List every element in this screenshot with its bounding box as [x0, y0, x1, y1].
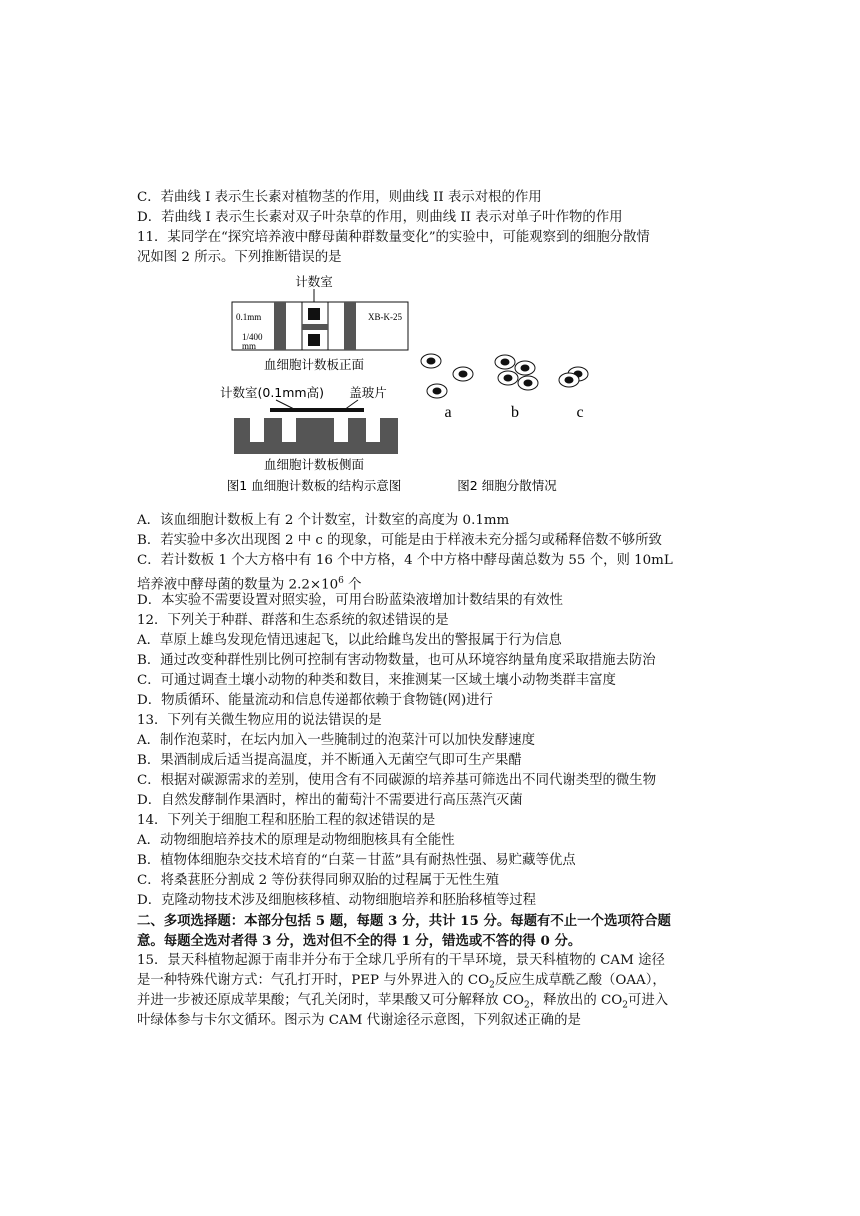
label-c: c: [576, 404, 584, 421]
question-13-stem: 13．下列有关微生物应用的说法错误的是: [137, 713, 382, 728]
option-d-q11: D．本实验不需要设置对照实验，可用台盼蓝染液增加计数结果的有效性: [137, 593, 563, 608]
option-b-q12: B．通过改变种群性别比例可控制有害动物数量，也可从环境容纳量角度采取措施去防治: [137, 653, 656, 668]
label-a: a: [444, 404, 452, 421]
option-a-q11: A．该血细胞计数板上有 2 个计数室，计数室的高度为 0.1mm: [137, 513, 510, 528]
option-a-q13: A．制作泡菜时，在坛内加入一些腌制过的泡菜汁可以加快发酵速度: [137, 733, 535, 748]
svg-text:mm: mm: [242, 341, 257, 351]
question-15-stem-4: 叶绿体参与卡尔文循环。图示为 CAM 代谢途径示意图，下列叙述正确的是: [137, 1013, 581, 1028]
label-b: b: [511, 404, 519, 421]
groove-right: [344, 302, 356, 350]
front-view-label: 血细胞计数板正面: [263, 357, 365, 372]
scale-label-height: 0.1mm: [236, 312, 262, 322]
option-a-q14: A．动物细胞培养技术的原理是动物细胞核具有全能性: [137, 833, 455, 848]
side-view-label: 血细胞计数板侧面: [263, 457, 365, 472]
question-14-stem: 14．下列关于细胞工程和胚胎工程的叙述错误的是: [137, 813, 436, 828]
option-d-q10: D．若曲线 I 表示生长素对双子叶杂草的作用，则曲线 II 表示对单子叶作物的作用: [137, 210, 623, 225]
scale-label-area: 1/400: [242, 332, 263, 342]
question-11-stem-1: 11．某同学在“探究培养液中酵母菌种群数量变化”的实验中，可能观察到的细胞分散情: [137, 230, 650, 245]
counting-room-label: 计数室: [295, 274, 333, 289]
counting-grid-upper: [308, 308, 320, 320]
option-d-q14: D．克隆动物技术涉及细胞核移植、动物细胞培养和胚胎移植等过程: [137, 893, 537, 908]
option-d-q13: D．自然发酵制作果酒时，榨出的葡萄汁不需要进行高压蒸汽灭菌: [137, 793, 523, 808]
question-15-stem-3: 并进一步被还原成苹果酸；气孔关闭时，苹果酸又可分解释放 $CO_2$，释放出的 $CO_2$可进入: [137, 993, 669, 1011]
option-c-q11: C．若计数板 1 个大方格中有 16 个中方格，4 个中方格中酵母菌总数为 55 个，则 10mL: [137, 553, 673, 568]
section-2-heading-cont: 意。每题全选对者得 3 分，选对但不全的得 1 分，错选或不答的得 0 分。: [137, 933, 582, 949]
option-c-q12: C．可通过调查土壤小动物的种类和数目，来推测某一区域土壤小动物类群丰富度: [137, 673, 616, 688]
option-c-q14: C．将桑葚胚分割成 2 等份获得同卵双胎的过程属于无性生殖: [137, 873, 500, 888]
option-a-q12: A．草原上雄鸟发现危情迅速起飞，以此给雌鸟发出的警报属于行为信息: [137, 633, 562, 648]
counting-chamber-figure: [222, 272, 422, 497]
question-12-stem: 12．下列关于种群、群落和生态系统的叙述错误的是: [137, 613, 449, 628]
cover-glass: [270, 408, 364, 412]
model-label: XB-K-25: [368, 312, 402, 322]
option-d-q12: D．物质循环、能量流动和信息传递都依赖于食物链(网)进行: [137, 693, 493, 708]
option-c-q13: C．根据对碳源需求的差别，使用含有不同碳源的培养基可筛选出不同代谢类型的微生物: [137, 773, 657, 788]
option-c-q10: C．若曲线 I 表示生长素对植物茎的作用，则曲线 II 表示对根的作用: [137, 190, 542, 205]
counting-grid-lower: [308, 334, 320, 346]
figure-1-caption: 图1 血细胞计数板的结构示意图: [226, 478, 402, 493]
cell-dispersion-figure: [410, 342, 610, 497]
figure-2-caption: 图2 细胞分散情况: [457, 478, 557, 493]
groove-left: [274, 302, 286, 350]
option-b-q11: B．若实验中多次出现图 2 中 c 的现象，可能是由于样液未充分摇匀或稀释倍数不够所致: [137, 533, 662, 548]
group-b-cells: [495, 355, 538, 390]
chamber-side-profile: [234, 418, 398, 454]
cover-glass-label: 盖玻片: [349, 385, 387, 400]
chamber-height-label: 计数室(0.1mm高): [220, 385, 324, 400]
section-2-heading: 二、多项选择题：本部分包括 5 题，每题 3 分，共计 15 分。每题有不止一个选项符合题: [137, 913, 671, 929]
question-15-stem-1: 15．景天科植物起源于南非并分布于全球几乎所有的干旱环境，景天科植物的 CAM 途径: [137, 953, 665, 968]
group-c-cells: [559, 367, 588, 387]
question-15-stem-2: 是一种特殊代谢方式：气孔打开时，PEP 与外界进入的 $CO_2$反应生成草酰乙酸（OAA），: [137, 973, 666, 991]
group-a-cells: [421, 354, 473, 398]
question-11-stem-2: 况如图 2 所示。下列推断错误的是: [137, 250, 342, 265]
option-b-q13: B．果酒制成后适当提高温度，并不断通入无菌空气即可生产果醋: [137, 753, 522, 768]
option-c-q11-cont: 培养液中酵母菌的数量为 $2.2\times 10^6$ 个: [137, 576, 362, 593]
option-b-q14: B．植物体细胞杂交技术培育的“白菜－甘蓝”具有耐热性强、易贮藏等优点: [137, 853, 576, 868]
